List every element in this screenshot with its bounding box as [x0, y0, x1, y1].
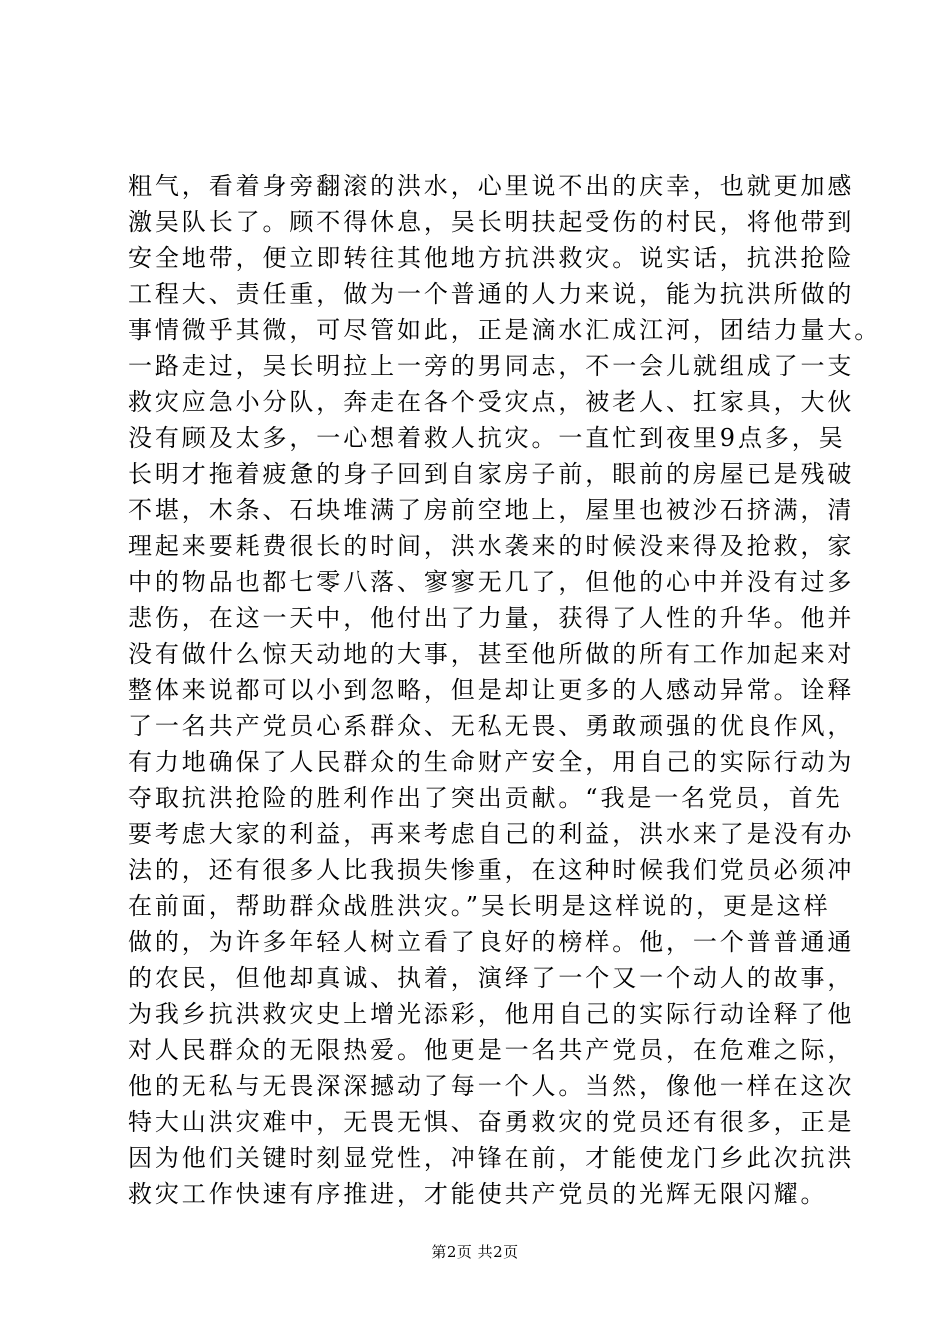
text-line: 有力地确保了人民群众的生命财产安全，用自己的实际行动为	[128, 748, 855, 776]
text-line: 安全地带，便立即转往其他地方抗洪救灾。说实话，抗洪抢险	[128, 244, 855, 272]
text-line: 在前面，帮助群众战胜洪灾。”吴长明是这样说的，更是这样	[128, 892, 831, 920]
text-line: 要考虑大家的利益，再来考虑自己的利益，洪水来了是没有办	[128, 820, 855, 848]
text-line: 救灾应急小分队，奔走在各个受灾点，被老人、扛家具，大伙	[128, 388, 855, 416]
text-line: 了一名共产党员心系群众、无私无畏、勇敢顽强的优良作风，	[128, 712, 855, 740]
text-line: 因为他们关键时刻显党性，冲锋在前，才能使龙门乡此次抗洪	[128, 1144, 855, 1172]
text-line: 没有顾及太多，一心想着救人抗灾。一直忙到夜里9点多，吴	[128, 424, 846, 452]
text-line: 激吴队长了。顾不得休息，吴长明扶起受伤的村民，将他带到	[128, 208, 855, 236]
text-line: 特大山洪灾难中，无畏无惧、奋勇救灾的党员还有很多，正是	[128, 1108, 855, 1136]
text-line: 工程大、责任重，做为一个普通的人力来说，能为抗洪所做的	[128, 280, 855, 308]
text-line: 做的，为许多年轻人树立看了良好的榜样。他，一个普普通通	[128, 928, 855, 956]
text-line: 中的物品也都七零八落、寥寥无几了，但他的心中并没有过多	[128, 568, 855, 596]
text-line: 理起来要耗费很长的时间，洪水袭来的时候没来得及抢救，家	[128, 532, 855, 560]
text-line: 救灾工作快速有序推进，才能使共产党员的光辉无限闪耀。	[128, 1180, 828, 1208]
text-line: 对人民群众的无限热爱。他更是一名共产党员，在危难之际，	[128, 1036, 855, 1064]
text-line: 长明才拖着疲惫的身子回到自家房子前，眼前的房屋已是残破	[128, 460, 855, 488]
text-line: 法的，还有很多人比我损失惨重，在这种时候我们党员必须冲	[128, 856, 855, 884]
text-line: 他的无私与无畏深深撼动了每一个人。当然，像他一样在这次	[128, 1072, 855, 1100]
text-line: 的农民，但他却真诚、执着，演绎了一个又一个动人的故事，	[128, 964, 855, 992]
text-line: 整体来说都可以小到忽略，但是却让更多的人感动异常。诠释	[128, 676, 855, 704]
page-number-label: 第2页 共2页	[431, 1243, 519, 1261]
body-paragraph	[128, 168, 882, 1212]
text-line: 事情微乎其微，可尽管如此，正是滴水汇成江河，团结力量大。	[128, 316, 882, 344]
page-footer	[0, 1242, 950, 1262]
text-line: 一路走过，吴长明拉上一旁的男同志，不一会儿就组成了一支	[128, 352, 855, 380]
text-line: 为我乡抗洪救灾史上增光添彩，他用自己的实际行动诠释了他	[128, 1000, 855, 1028]
text-line: 不堪，木条、石块堆满了房前空地上，屋里也被沙石挤满，清	[128, 496, 855, 524]
text-line: 没有做什么惊天动地的大事，甚至他所做的所有工作加起来对	[128, 640, 855, 668]
text-line: 夺取抗洪抢险的胜利作出了突出贡献。“我是一名党员，首先	[128, 784, 843, 812]
text-line: 粗气，看着身旁翻滚的洪水，心里说不出的庆幸，也就更加感	[128, 172, 855, 200]
text-line: 悲伤，在这一天中，他付出了力量，获得了人性的升华。他并	[128, 604, 855, 632]
